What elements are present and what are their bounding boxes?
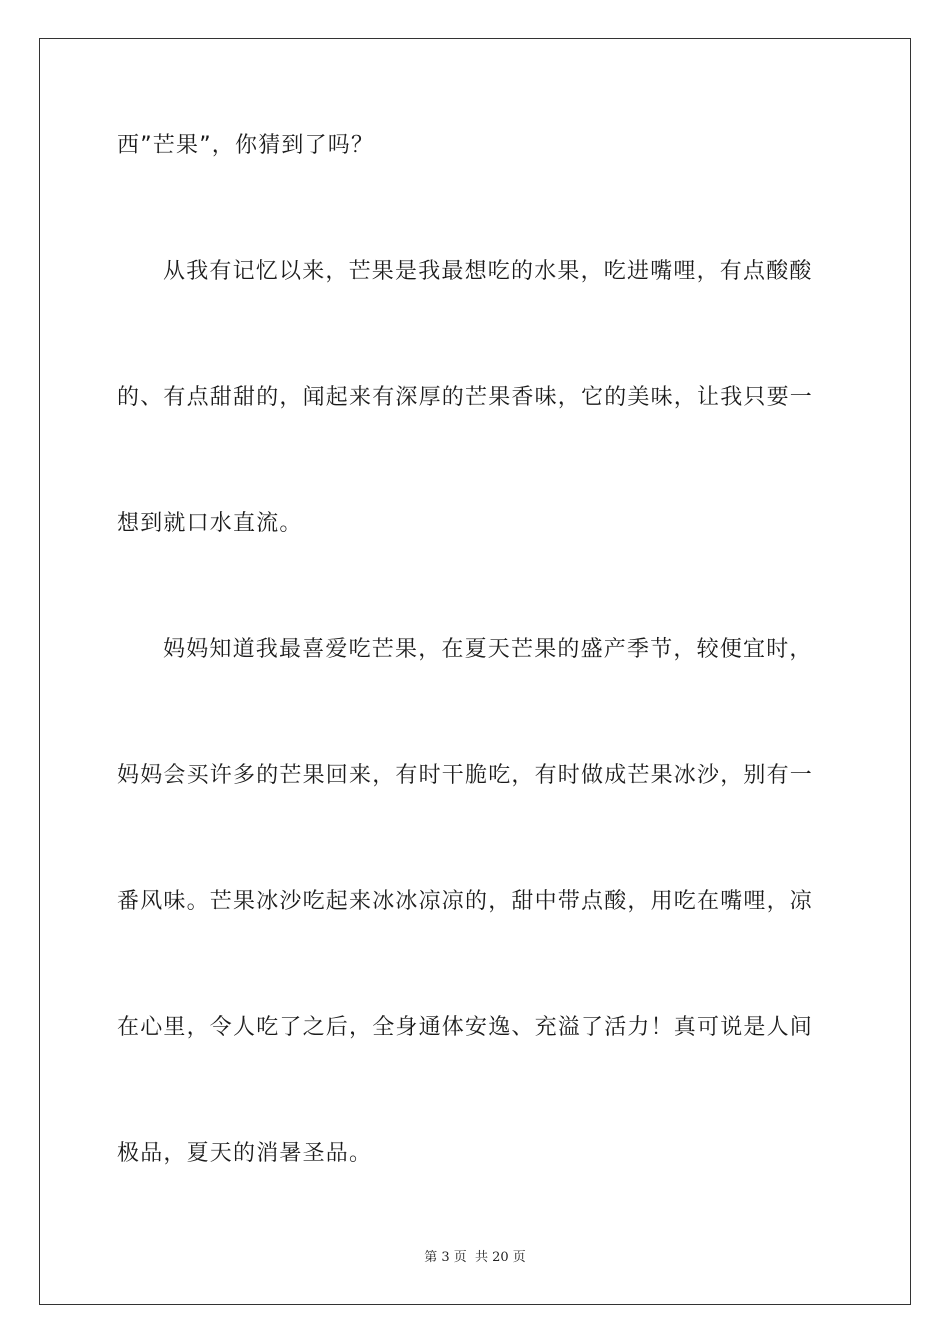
page-total: 共 20 页 (474, 1250, 526, 1265)
text-line: 妈妈知道我最喜爱吃芒果，在夏天芒果的盛产季节，较便宜时， (163, 637, 813, 662)
text-line: 西”芒果”，你猜到了吗？ (117, 133, 375, 158)
page-footer (0, 1246, 950, 1265)
text-line: 极品，夏天的消暑圣品。 (117, 1141, 373, 1166)
document-body (117, 126, 835, 1260)
text-line: 番风味。芒果冰沙吃起来冰冰凉凉的，甜中带点酸，用吃在嘴哩，凉 (117, 889, 814, 914)
text-line: 在心里，令人吃了之后，全身通体安逸、充溢了活力！真可说是人间 (117, 1015, 814, 1040)
text-line: 从我有记忆以来，芒果是我最想吃的水果，吃进嘴哩，有点酸酸 (163, 259, 813, 284)
page-number: 第 3 页 (424, 1250, 467, 1265)
text-line: 的、有点甜甜的，闻起来有深厚的芒果香味，它的美味，让我只要一 (117, 385, 814, 410)
text-line: 妈妈会买许多的芒果回来，有时干脆吃，有时做成芒果冰沙，别有一 (117, 763, 814, 788)
text-line: 想到就口水直流。 (117, 511, 303, 536)
